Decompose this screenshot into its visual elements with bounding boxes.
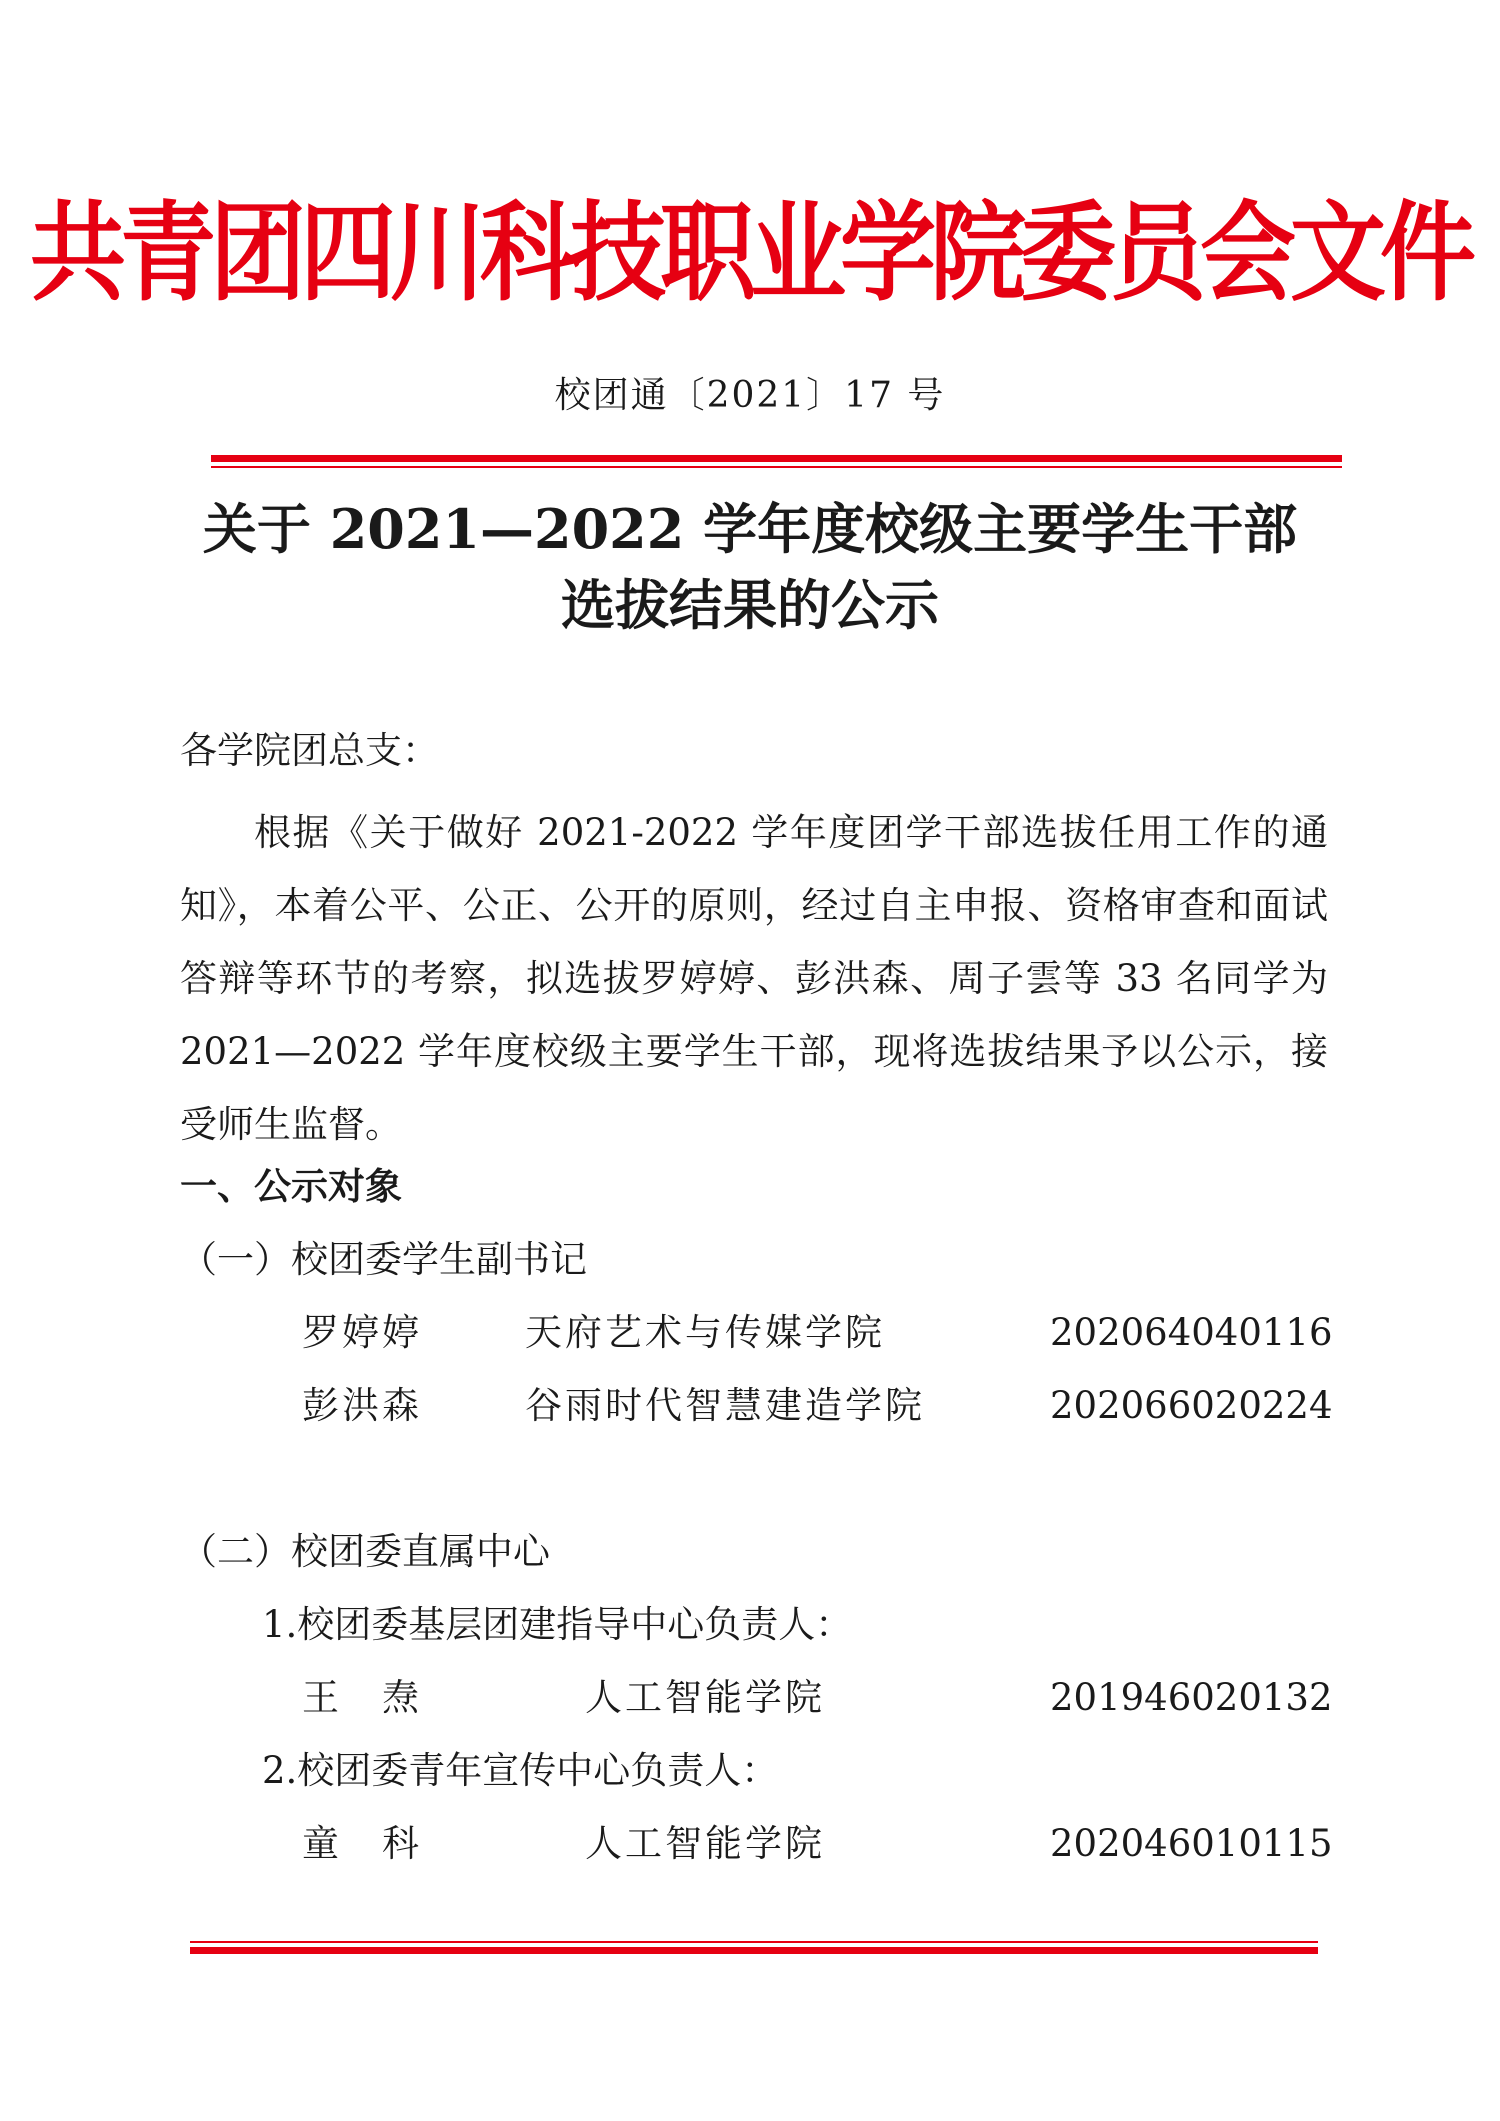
candidate-student-id: 202046010115 — [1050, 1822, 1333, 1865]
notice-title-line-1: 关于 2021—2022 学年度校级主要学生干部 — [202, 497, 1298, 561]
candidate-college: 天府艺术与传媒学院 — [525, 1311, 885, 1354]
subsection-heading-direct-centers: （二）校团委直属中心 — [180, 1530, 550, 1573]
candidate-college: 谷雨时代智慧建造学院 — [525, 1384, 925, 1427]
candidate-college: 人工智能学院 — [585, 1676, 825, 1719]
candidate-name: 王 焘 — [302, 1676, 422, 1719]
candidate-student-id: 202066020224 — [1050, 1384, 1333, 1427]
candidate-student-id: 201946020132 — [1050, 1676, 1333, 1719]
candidate-student-id: 202064040116 — [1050, 1311, 1333, 1354]
body-paragraph: 根据《关于做好 2021-2022 学年度团学干部选拔任用工作的通知》，本着公平、公正、公开的原则，经过自主申报、资格审查和面试答辩等环节的考察，拟选拔罗婷婷、彭洪森、周子雲等 33 名同学为 2021—2022 学年度校级主要学生干部，现将选拔结果予以公示，接受师生监督。 — [180, 811, 1328, 1146]
center-label: 1.校团委基层团建指导中心负责人： — [262, 1603, 853, 1646]
candidate-college: 人工智能学院 — [585, 1822, 825, 1865]
document-masthead: 共青团四川科技职业学院委员会文件 — [30, 190, 1470, 316]
section-heading-announcement-targets: 一、公示对象 — [180, 1165, 402, 1208]
footer-rule-thick — [190, 1947, 1318, 1954]
notice-title-line-2: 选拔结果的公示 — [561, 573, 939, 637]
subsection-heading-deputy-secretary: （一）校团委学生副书记 — [180, 1238, 587, 1281]
candidate-name: 罗婷婷 — [302, 1311, 422, 1354]
candidate-name: 童 科 — [302, 1822, 422, 1865]
center-label: 2.校团委青年宣传中心负责人： — [262, 1749, 779, 1792]
header-rule-thick — [211, 455, 1342, 462]
document-number: 校团通〔2021〕17 号 — [554, 375, 946, 416]
salutation: 各学院团总支： — [180, 729, 439, 772]
footer-rule-thin — [190, 1941, 1318, 1943]
candidate-name: 彭洪森 — [302, 1384, 422, 1427]
header-rule-thin — [211, 466, 1342, 468]
